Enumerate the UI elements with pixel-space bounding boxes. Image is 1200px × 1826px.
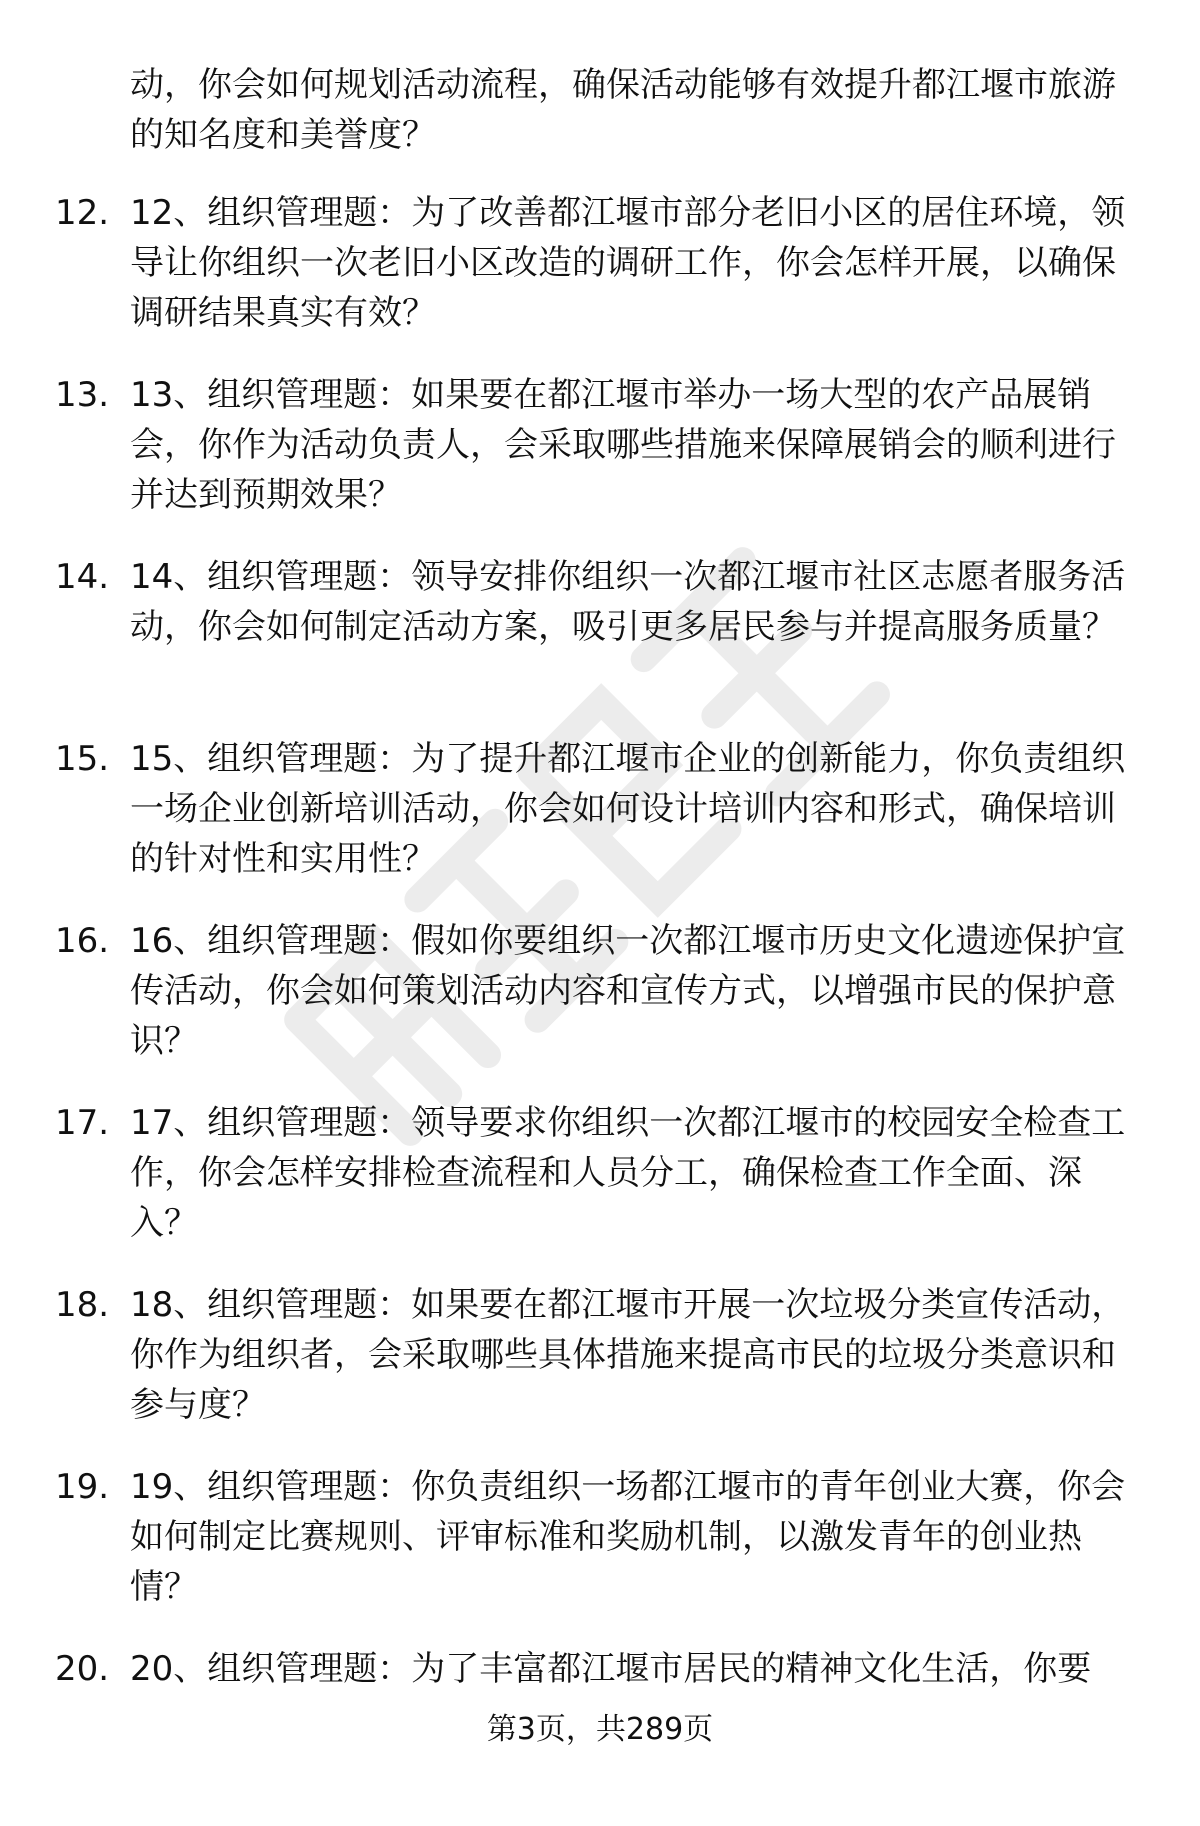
- question-number: 20.: [55, 1649, 110, 1689]
- question-list: [0, 188, 1200, 1826]
- list-item: [0, 370, 1200, 552]
- question-text: 12、组织管理题：为了改善都江堰市部分老旧小区的居住环境，领导让你组织一次老旧小区改造的调研工作，你会怎样开展，以确保调研结果真实有效？: [130, 193, 1126, 333]
- list-item: [0, 1462, 1200, 1644]
- list-item: [0, 1280, 1200, 1462]
- question-text: 18、组织管理题：如果要在都江堰市开展一次垃圾分类宣传活动，你作为组织者，会采取哪些具体措施来提高市民的垃圾分类意识和参与度？: [130, 1285, 1126, 1425]
- question-number: 19.: [55, 1467, 110, 1507]
- question-number: 14.: [55, 557, 110, 597]
- question-text: 13、组织管理题：如果要在都江堰市举办一场大型的农产品展销会，你作为活动负责人，会采取哪些措施来保障展销会的顺利进行并达到预期效果？: [130, 375, 1116, 515]
- page-number-footer: 第3页，共289页: [486, 1712, 714, 1747]
- question-number: 15.: [55, 739, 110, 779]
- question-text: 16、组织管理题：假如你要组织一次都江堰市历史文化遗迹保护宣传活动，你会如何策划活动内容和宣传方式，以增强市民的保护意识？: [130, 921, 1126, 1061]
- question-text: 14、组织管理题：领导安排你组织一次都江堰市社区志愿者服务活动，你会如何制定活动方案，吸引更多居民参与并提高服务质量？: [130, 557, 1126, 647]
- question-text: 17、组织管理题：领导要求你组织一次都江堰市的校园安全检查工作，你会怎样安排检查流程和人员分工，确保检查工作全面、深入？: [130, 1103, 1126, 1243]
- list-item: [0, 916, 1200, 1098]
- question-number: 17.: [55, 1103, 110, 1143]
- list-item: [0, 1098, 1200, 1280]
- question-number: 13.: [55, 375, 110, 415]
- question-text: 15、组织管理题：为了提升都江堰市企业的创新能力，你负责组织一场企业创新培训活动，你会如何设计培训内容和形式，确保培训的针对性和实用性？: [130, 739, 1126, 879]
- question-text: 20、组织管理题：为了丰富都江堰市居民的精神文化生活，你要: [130, 1649, 1092, 1689]
- list-item: [0, 552, 1200, 734]
- question-number: 16.: [55, 921, 110, 961]
- question-number: 18.: [55, 1285, 110, 1325]
- list-item: [0, 734, 1200, 916]
- list-item: [0, 188, 1200, 370]
- question-text: 19、组织管理题：你负责组织一场都江堰市的青年创业大赛，你会如何制定比赛规则、评审标准和奖励机制，以激发青年的创业热情？: [130, 1467, 1126, 1607]
- question-number: 12.: [55, 193, 110, 233]
- continuation-text: 动，你会如何规划活动流程，确保活动能够有效提升都江堰市旅游的知名度和美誉度？: [130, 65, 1116, 155]
